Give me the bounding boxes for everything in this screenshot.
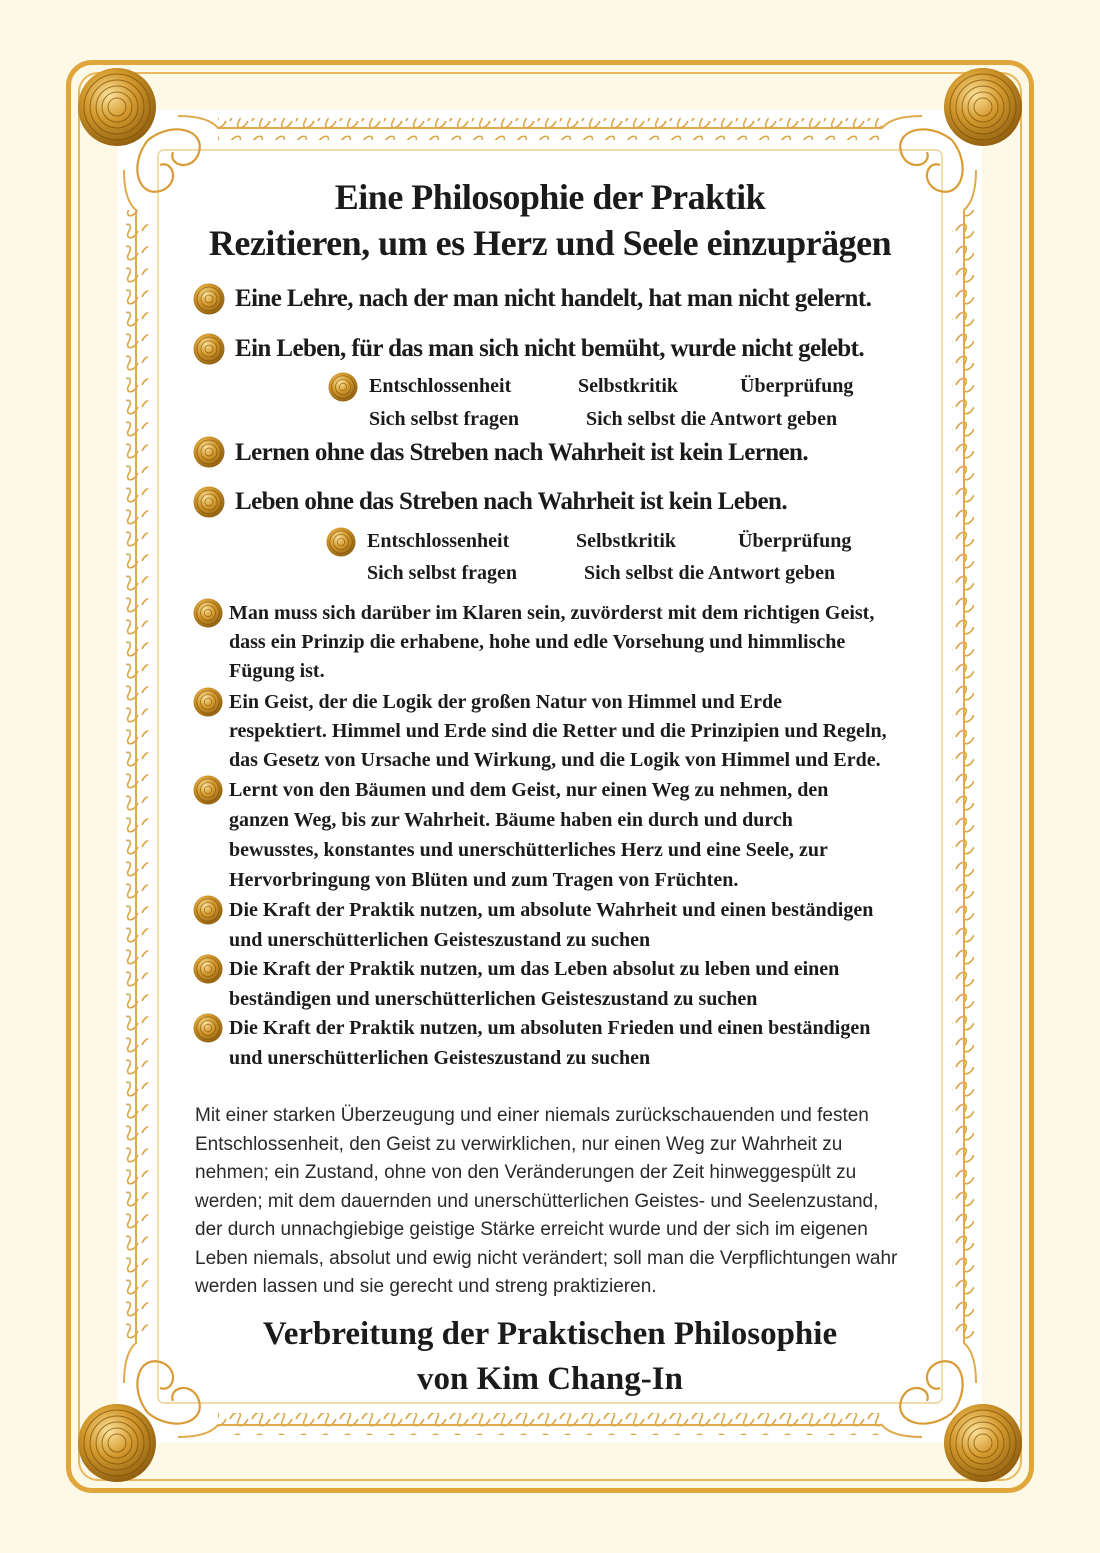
gold-bullet-icon — [193, 895, 223, 925]
virtue-word: Sich selbst fragen — [369, 408, 519, 430]
paragraph-line: werden lassen und sie gerecht und streng praktizieren. — [195, 1276, 657, 1297]
principle-line: Die Kraft der Praktik nutzen, um absolute Wahrheit und einen beständigen — [229, 899, 874, 921]
principle-line: beständigen und unerschütterlichen Geisteszustand zu suchen — [229, 988, 758, 1010]
closing-paragraph — [195, 1102, 925, 1302]
gold-bullet-icon — [326, 527, 356, 557]
gold-bullet-icon — [193, 436, 225, 468]
principle-line: Die Kraft der Praktik nutzen, um das Leben absolut zu leben und einen — [229, 958, 840, 980]
principle-line: ganzen Weg, bis zur Wahrheit. Bäume haben ein durch und durch — [229, 809, 793, 831]
paragraph-line: nehmen; ein Zustand, ohne von den Veränderungen der Zeit hinweggespült zu — [195, 1162, 857, 1183]
paragraph-line: Mit einer starken Überzeugung und einer niemals zurückschauenden und festen — [195, 1105, 869, 1126]
principle-line: Die Kraft der Praktik nutzen, um absoluten Frieden und einen beständigen — [229, 1017, 871, 1039]
teaching-line: Leben ohne das Streben nach Wahrheit ist kein Leben. — [235, 488, 788, 515]
virtue-word: Sich selbst fragen — [367, 562, 517, 584]
virtue-word: Sich selbst die Antwort geben — [584, 562, 836, 584]
paragraph-line: der durch unnachgiebige geistige Stärke erreicht wurde und der sich im eigenen — [195, 1219, 868, 1240]
principle-line: und unerschütterlichen Geisteszustand zu suchen — [229, 929, 651, 951]
title-line-1: Eine Philosophie der Praktik — [334, 177, 766, 217]
gold-bullet-icon — [328, 372, 358, 402]
paragraph-line: Leben niemals, absolut und ewig nicht verändert; soll man die Verpflichtungen wahr — [195, 1247, 898, 1269]
gold-bullet-icon — [193, 687, 223, 717]
gold-bullet-icon — [193, 486, 225, 518]
footer-line-2: von Kim Chang-In — [417, 1361, 683, 1397]
gold-bullet-icon — [193, 775, 223, 805]
teaching-line: Eine Lehre, nach der man nicht handelt, hat man nicht gelernt. — [235, 285, 872, 312]
principle-line: das Gesetz von Ursache und Wirkung, und die Logik von Himmel und Erde. — [229, 749, 881, 771]
gold-bullet-icon — [193, 283, 225, 315]
teaching-line: Ein Leben, für das man sich nicht bemüht, wurde nicht gelebt. — [235, 335, 864, 362]
paragraph-line: werden; mit dem dauernden und unerschütterlichen Geistes- und Seelenzustand, — [195, 1190, 879, 1212]
principle-line: dass ein Prinzip die erhabene, hohe und edle Vorsehung und himmlische — [229, 631, 846, 653]
footer-line-1: Verbreitung der Praktischen Philosophie — [262, 1316, 838, 1352]
principle-line: Lernt von den Bäumen und dem Geist, nur einen Weg zu nehmen, den — [229, 779, 829, 801]
principle-line: bewusstes, konstantes und unerschütterliches Herz und eine Seele, zur — [229, 839, 828, 861]
teaching-line: Lernen ohne das Streben nach Wahrheit ist kein Lernen. — [235, 439, 808, 466]
principle-line: Man muss sich darüber im Klaren sein, zuvörderst mit dem richtigen Geist, — [229, 602, 875, 624]
paragraph-line: Entschlossenheit, den Geist zu verwirklichen, nur einen Weg zur Wahrheit zu — [195, 1133, 843, 1155]
principle-line: Fügung ist. — [229, 660, 325, 682]
gold-bullet-icon — [193, 954, 223, 984]
principle-line: Hervorbringung von Blüten und zum Tragen von Früchten. — [229, 869, 739, 891]
virtue-word: Entschlossenheit — [367, 530, 510, 552]
virtue-word: Selbstkritik — [578, 375, 679, 397]
virtue-word: Überprüfung — [740, 375, 854, 397]
gold-bullet-icon — [193, 1013, 223, 1043]
virtue-word: Sich selbst die Antwort geben — [586, 408, 838, 430]
virtue-word: Selbstkritik — [576, 530, 677, 552]
gold-bullet-icon — [193, 598, 223, 628]
principle-line: Ein Geist, der die Logik der großen Natur von Himmel und Erde — [229, 691, 783, 713]
gold-bullet-icon — [193, 333, 225, 365]
virtue-word: Entschlossenheit — [369, 375, 512, 397]
virtue-word: Überprüfung — [738, 530, 852, 552]
title-line-2: Rezitieren, um es Herz und Seele einzuprägen — [208, 223, 892, 263]
principle-line: respektiert. Himmel und Erde sind die Retter und die Prinzipien und Regeln, — [229, 720, 887, 742]
principle-line: und unerschütterlichen Geisteszustand zu suchen — [229, 1047, 651, 1069]
